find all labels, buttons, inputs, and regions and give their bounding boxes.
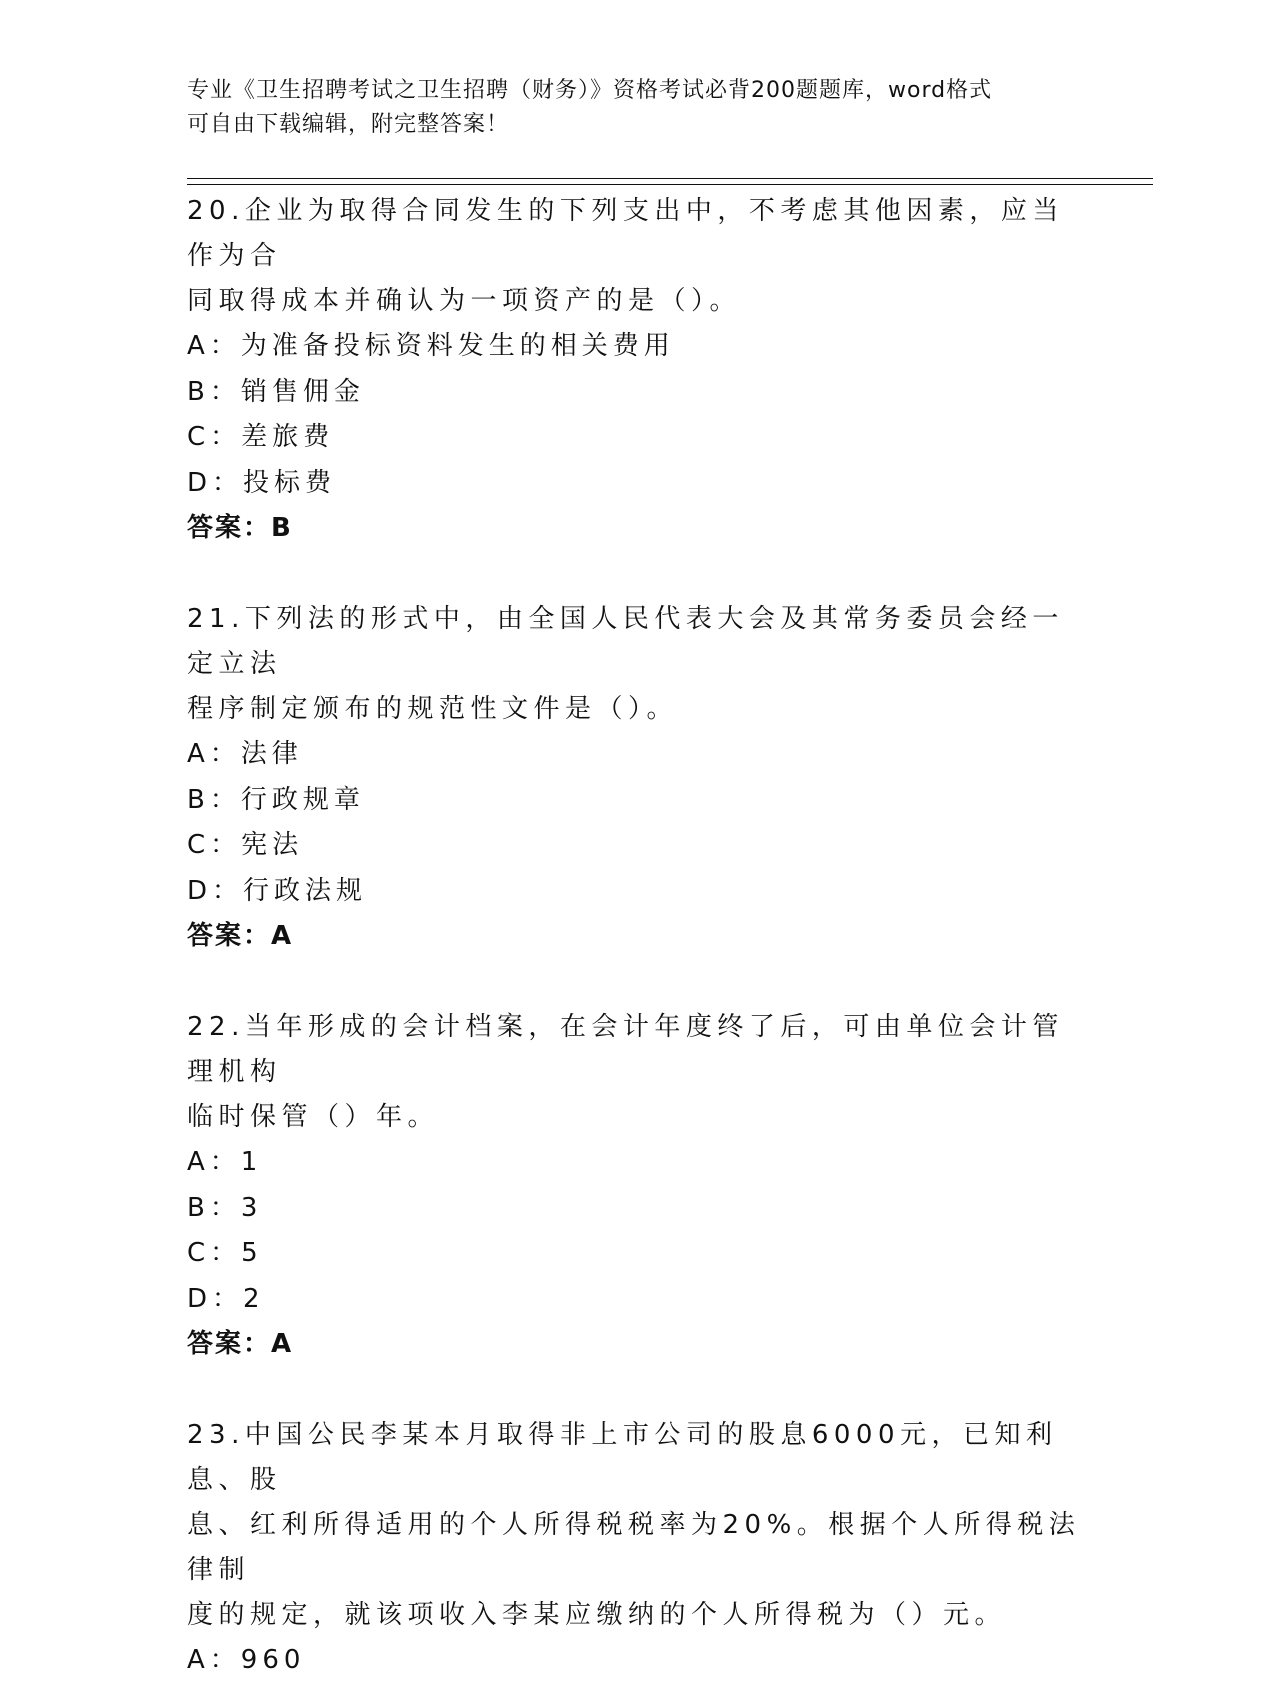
option-a: A：960 bbox=[187, 1645, 306, 1675]
option-c: C：宪法 bbox=[187, 830, 304, 860]
question-stem-line-1: 22.当年形成的会计档案，在会计年度终了后，可由单位会计管理机构 bbox=[187, 1012, 1064, 1087]
option-d: D：投标费 bbox=[187, 467, 337, 498]
option-c: C：差旅费 bbox=[187, 422, 335, 452]
question-20 bbox=[187, 189, 1087, 551]
option-b: B：3 bbox=[187, 1192, 263, 1223]
question-list bbox=[187, 189, 1087, 1684]
question-stem-line-1: 20.企业为取得合同发生的下列支出中，不考虑其他因素，应当作为合 bbox=[187, 196, 1064, 271]
header-divider-bottom bbox=[187, 184, 1153, 185]
question-stem-line-2: 程序制定颁布的规范性文件是（）。 bbox=[187, 694, 679, 724]
option-d: D：2 bbox=[187, 1283, 265, 1314]
document-header bbox=[187, 74, 1067, 142]
option-b: B：销售佣金 bbox=[187, 376, 365, 407]
option-d: D：行政法规 bbox=[187, 875, 368, 906]
header-title-line-1: 专业《卫生招聘考试之卫生招聘（财务）》资格考试必背200题题库，word格式 bbox=[187, 78, 993, 103]
question-stem-line-1: 21.下列法的形式中，由全国人民代表大会及其常务委员会经一定立法 bbox=[187, 604, 1064, 679]
question-21 bbox=[187, 597, 1087, 959]
option-a: A：法律 bbox=[187, 739, 303, 769]
answer-line: 答案：A bbox=[187, 921, 294, 951]
answer-line: 答案：B bbox=[187, 513, 293, 543]
question-stem-line-2: 同取得成本并确认为一项资产的是（）。 bbox=[187, 286, 742, 316]
question-stem-line-1: 23.中国公民李某本月取得非上市公司的股息6000元，已知利息、股 bbox=[187, 1420, 1058, 1495]
header-divider-top bbox=[187, 178, 1153, 179]
question-stem-line-2: 息、红利所得适用的个人所得税税率为20%。根据个人所得税法律制 bbox=[187, 1510, 1081, 1585]
option-a: A：1 bbox=[187, 1147, 263, 1177]
option-b: B：行政规章 bbox=[187, 784, 365, 815]
question-stem-line-2: 临时保管（）年。 bbox=[187, 1102, 440, 1132]
question-22 bbox=[187, 1005, 1087, 1367]
option-c: C：5 bbox=[187, 1238, 263, 1268]
question-23 bbox=[187, 1413, 1087, 1684]
header-title-line-2: 可自由下载编辑，附完整答案！ bbox=[187, 112, 510, 137]
option-a: A：为准备投标资料发生的相关费用 bbox=[187, 331, 675, 361]
answer-line: 答案：A bbox=[187, 1329, 294, 1359]
question-stem-line-3: 度的规定，就该项收入李某应缴纳的个人所得税为（）元。 bbox=[187, 1600, 1007, 1630]
